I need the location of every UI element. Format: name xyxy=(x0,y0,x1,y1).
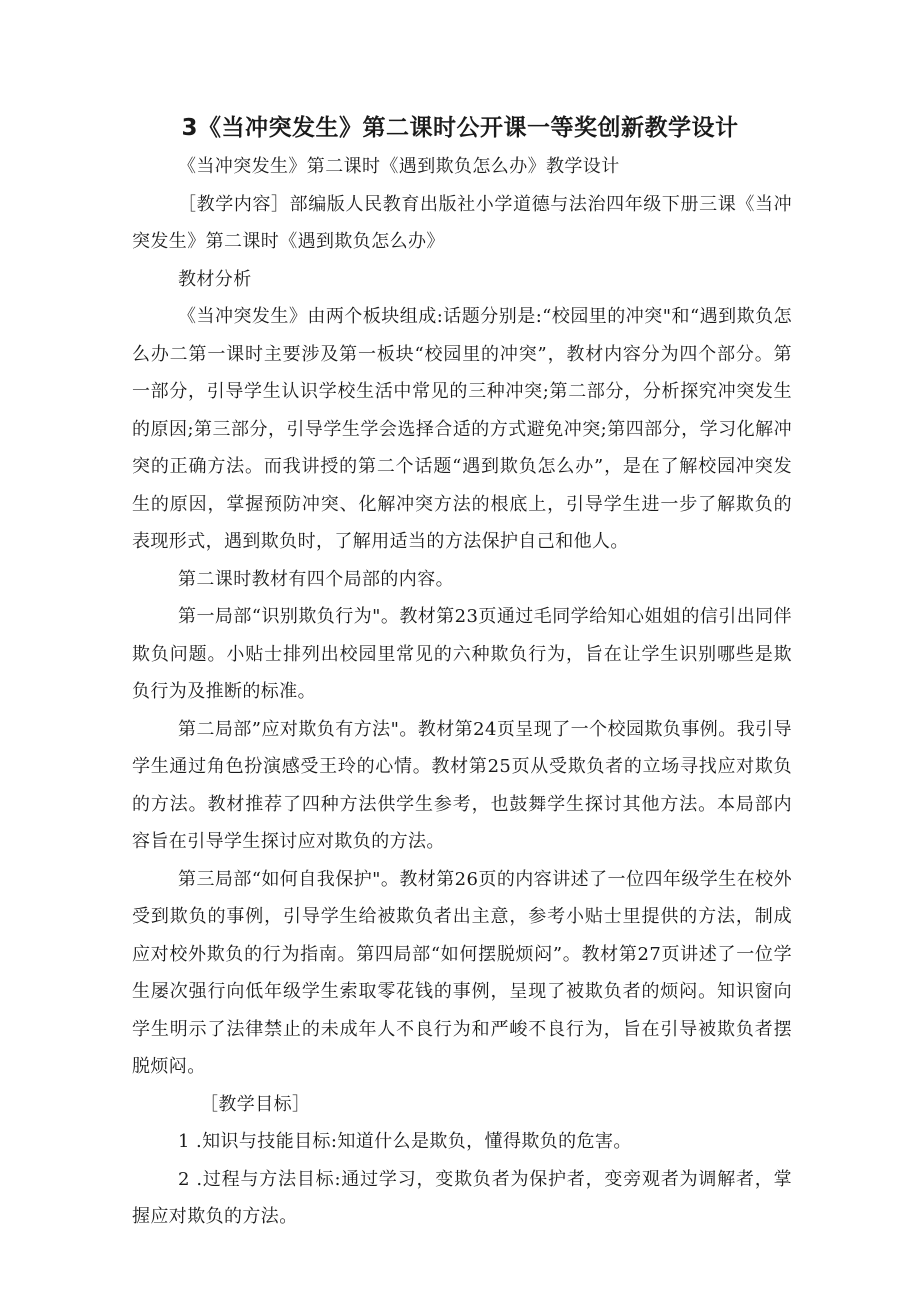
analysis-heading: 教材分析 xyxy=(178,268,252,290)
goal-item-2: 2 .过程与方法目标:通过学习，变欺负者为保护者，变旁观者为调解者，掌握应对欺负的方法。 xyxy=(132,1168,792,1227)
goal-item-1: 1 .知识与技能目标:知道什么是欺负，懂得欺负的危害。 xyxy=(178,1131,632,1152)
document-title: 3《当冲突发生》第二课时公开课一等奖创新教学设计 xyxy=(181,115,739,141)
document-subtitle: 《当冲突发生》第二课时《遇到欺负怎么办》教学设计 xyxy=(178,156,620,177)
analysis-paragraph-1: 《当冲突发生》由两个板块组成:话题分别是:“校园里的冲突"和“遇到欺负怎么办二第一课时主要涉及第一板块“校园里的冲突”，教材内容分为四个部分。第一部分，引导学生认识学校生活中常见的三种冲突;第二部分，分析探究冲突发生的原因;第三部分，引导学生学会选择合适的方式避免冲突;第四部分，学习化解冲突的正确方法。而我讲授的第二个话题“遇到欺负怎么办”，是在了解校园冲突发生的原因，掌握预防冲突、化解冲突方法的根底上，引导学生进一步了解欺负的表现形式，遇到欺负时，了解用适当的方法保护自己和他人。 xyxy=(132,306,792,552)
document-body xyxy=(132,148,792,1236)
analysis-paragraph-2: 第二课时教材有四个局部的内容。 xyxy=(178,568,454,590)
goals-heading: ［教学目标］ xyxy=(200,1093,311,1115)
analysis-paragraph-5: 第三局部“如何自我保护"。教材第26页的内容讲述了一位四年级学生在校外受到欺负的事例，引导学生给被欺负者出主意，参考小贴士里提供的方法，制成应对校外欺负的行为指南。第四局部“如何摆脱烦闷”。教材第27页讲述了一位学生屡次强行向低年级学生索取零花钱的事例，呈现了被欺负者的烦闷。知识窗向学生明示了法律禁止的未成年人不良行为和严峻不良行为，旨在引导被欺负者摆脱烦闷。 xyxy=(132,868,792,1077)
analysis-paragraph-3: 第一局部“识别欺负行为"。教材第23页通过毛同学给知心姐姐的信引出同伴欺负问题。小贴士排列出校园里常见的六种欺负行为，旨在让学生识别哪些是欺负行为及推断的标准。 xyxy=(132,606,792,702)
analysis-paragraph-4: 第二局部”应对欺负有方法"。教材第24页呈现了一个校园欺负事例。我引导学生通过角色扮演感受王玲的心情。教材第25页从受欺负者的立场寻找应对欺负的方法。教材推荐了四种方法供学生参考，也鼓舞学生探讨其他方法。本局部内容旨在引导学生探讨应对欺负的方法。 xyxy=(132,718,792,852)
teaching-content-paragraph: ［教学内容］部编版人民教育出版社小学道德与法治四年级下册三课《当冲突发生》第二课时《遇到欺负怎么办》 xyxy=(132,193,792,252)
